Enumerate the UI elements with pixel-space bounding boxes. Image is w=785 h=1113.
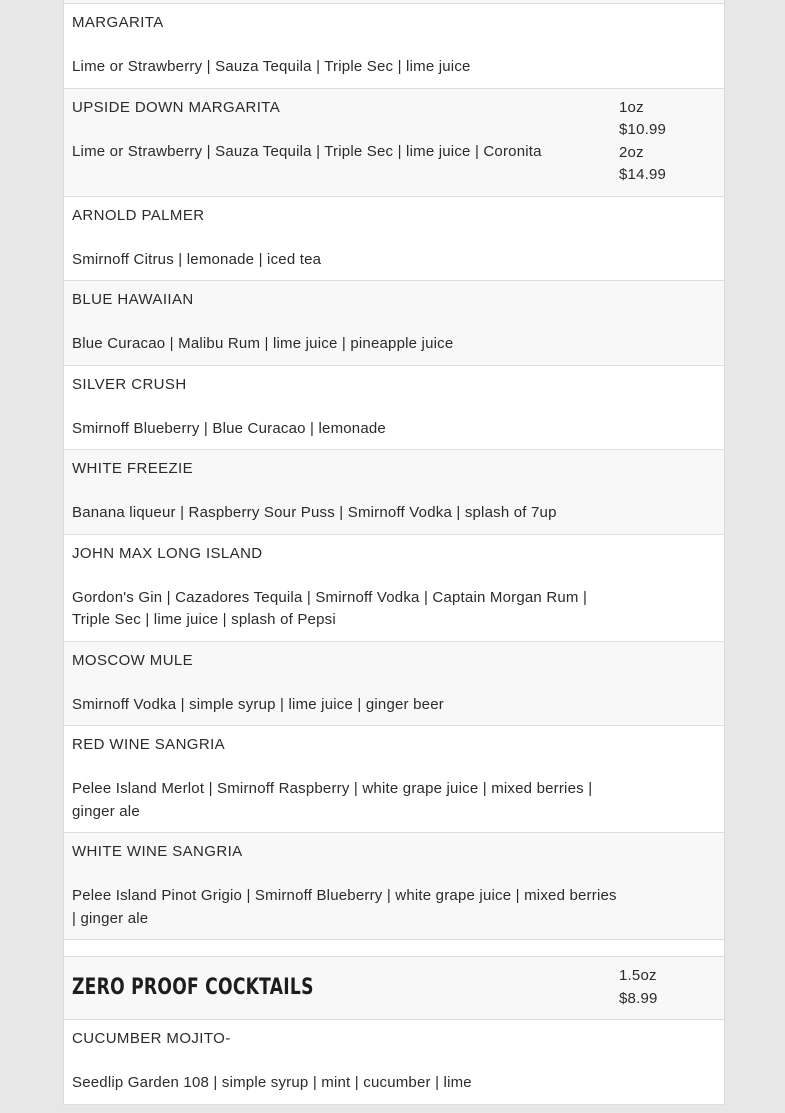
menu-item-main [64,366,619,450]
menu-item-price [619,366,724,450]
menu-item-price [619,726,724,832]
menu-item-name: SILVER CRUSH [72,375,187,393]
menu-item-name: JOHN MAX LONG ISLAND [72,544,263,562]
menu-item-main [64,0,619,3]
menu-row [64,197,724,282]
price-size: 2oz [619,143,644,161]
menu-item-price [619,535,724,641]
menu-item-price [619,833,724,939]
menu-item-main [64,833,619,939]
menu-item-name: BLUE HAWAIIAN [72,291,194,308]
menu-item-main [64,642,619,726]
menu-row [64,1020,724,1105]
menu-item-description: Smirnoff Citrus | lemonade | iced tea [72,250,322,268]
price-value: $8.99 [619,989,658,1007]
menu-item-name: MOSCOW MULE [72,651,194,669]
menu-item-main [64,535,619,641]
menu-item-description: Pelee Island Pinot Grigio | Smirnoff Blueberry | white grape juice | mixed berries | ginger ale [72,887,617,927]
menu-item-name: WHITE WINE SANGRIA [72,843,243,860]
menu-row [64,4,724,89]
menu-item-description: Smirnoff Blueberry | Blue Curacao | lemonade [72,419,386,437]
menu-item-main [64,726,619,832]
menu-row [64,450,724,535]
menu-item-main [64,1020,619,1104]
menu-item-name: UPSIDE DOWN MARGARITA [72,98,281,116]
menu-item-price [619,4,724,88]
menu-item-main [64,197,619,281]
menu-item-description: Smirnoff Vodka | simple syrup | lime juice | ginger beer [72,695,444,713]
menu-item-description: Blue Curacao | Malibu Rum | lime juice | pineapple juice [72,335,454,352]
menu-item-description: Lime or Strawberry | Sauza Tequila | Triple Sec | lime juice | Coronita [72,142,542,160]
menu-item-name: MARGARITA [72,14,164,31]
menu-row [64,642,724,727]
menu-row [64,281,724,366]
menu-item-price [619,197,724,281]
menu-item-name: RED WINE SANGRIA [72,736,226,753]
section-spacer [64,940,724,957]
menu-item-description: Pelee Island Merlot | Smirnoff Raspberry | white grape juice | mixed berries | ginger ale [72,780,593,820]
cocktail-menu-table [63,0,725,1105]
menu-row [64,726,724,833]
menu-item-price [619,1020,724,1104]
menu-item-price [619,281,724,365]
menu-item-description: Gordon's Gin | Cazadores Tequila | Smirnoff Vodka | Captain Morgan Rum | Triple Sec | lime juice | splash of Pepsi [72,588,588,628]
menu-row [64,89,724,197]
menu-item-price [619,450,724,534]
section-header-main [64,957,619,1019]
menu-item-main [64,4,619,88]
menu-item-price [619,0,724,3]
menu-item-description: Lime or Strawberry | Sauza Tequila | Triple Sec | lime juice [72,58,471,75]
menu-item-price [619,642,724,726]
menu-item-name: WHITE FREEZIE [72,460,194,477]
menu-item-description: Banana liqueur | Raspberry Sour Puss | Smirnoff Vodka | splash of 7up [72,504,557,521]
section-title: ZERO PROOF COCKTAILS [72,975,314,1000]
section-price [619,957,724,1019]
menu-row [64,366,724,451]
menu-item-name: ARNOLD PALMER [72,206,205,224]
menu-item-main [64,450,619,534]
price-size: 1.5oz [619,967,657,984]
menu-item-price [619,89,724,196]
section-header-row [64,957,724,1020]
price-size: 1oz [619,98,644,116]
menu-item-main [64,89,619,196]
menu-row [64,535,724,642]
menu-item-main [64,281,619,365]
price-value: $10.99 [619,121,667,138]
menu-item-description: Seedlip Garden 108 | simple syrup | mint | cucumber | lime [72,1074,472,1091]
price-value: $14.99 [619,166,667,183]
menu-item-name: CUCUMBER MOJITO- [72,1030,231,1047]
menu-row [64,833,724,940]
